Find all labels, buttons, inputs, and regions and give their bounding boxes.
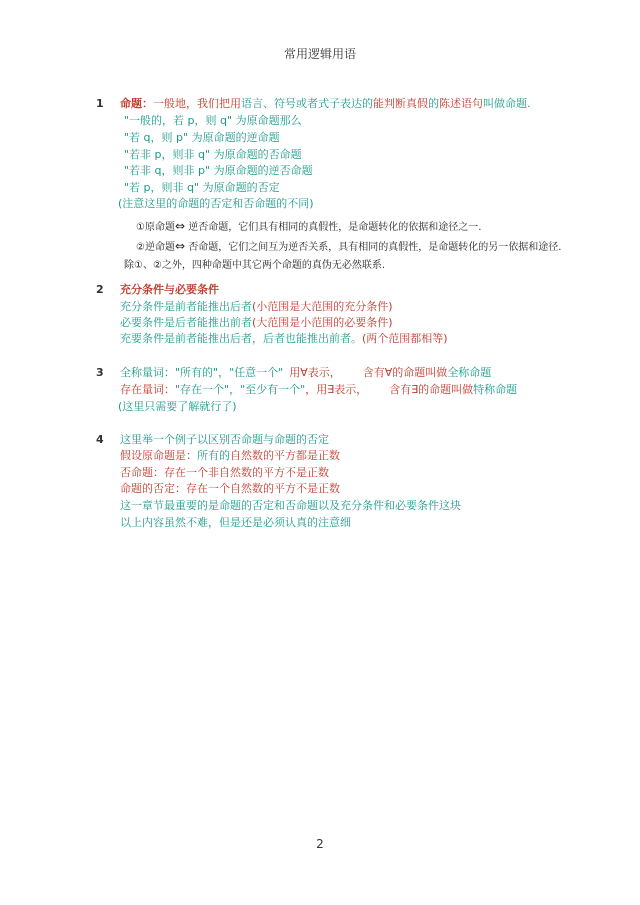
quantifier-line-existential (120, 382, 517, 398)
proposition-line: "若非 q，则非 p" 为原命题的逆否命题 (124, 164, 313, 177)
quantifier-symbol-text: 用∀表示， (289, 366, 341, 379)
page-title: 常用逻辑用语 (283, 47, 356, 61)
example-line (120, 481, 340, 497)
condition-text: 充要条件是前者能推出后者，后者也能推出前者。 (120, 332, 362, 345)
quantifier-line-universal (120, 365, 491, 381)
quantifier-label: 存在量词： (120, 383, 175, 396)
definition-part: 叫做命题. (483, 97, 531, 110)
proposition-line: "若非 p，则非 q" 为原命题的否命题 (124, 148, 302, 161)
condition-line (120, 315, 393, 331)
quantifier-note: (这里只需要了解就行了) (118, 400, 237, 413)
section-4-number: 4 (96, 433, 104, 446)
condition-note: (小范围是大范围的充分条件) (252, 300, 393, 313)
equivalence-arrow-icon: ⇔ (174, 239, 186, 253)
section-2-number: 2 (96, 283, 104, 296)
proposition-line: "若 p，则非 q" 为原命题的否定 (124, 181, 280, 194)
condition-note: (两个范围都相等) (362, 332, 448, 345)
equivalence-arrow-icon: ⇔ (174, 219, 186, 233)
example-label: 命题的否定： (120, 482, 186, 495)
quantifier-symbol-text: ，用∃表示， (305, 383, 368, 396)
example-label: 假设原命题是： (120, 449, 197, 462)
condition-line (120, 331, 448, 347)
definition-part: 的 (428, 97, 439, 110)
example-label: 否命题： (120, 466, 164, 479)
example-text: 存在一个非自然数的平方不是正数 (164, 466, 329, 479)
section-1-number: 1 (96, 97, 104, 110)
definition-part: 能判断真假 (373, 97, 428, 110)
condition-note: (大范围是小范围的必要条件) (252, 316, 393, 329)
quantifier-proposition-name: 全称命题 (447, 366, 492, 379)
quantifier-words: "存在一个"，"至少有一个" (175, 383, 306, 396)
quantifier-proposition-text: 含有∃的命题叫做 (389, 383, 474, 396)
quantifier-words: "所有的"，"任意一个" (175, 366, 284, 379)
note-1-text: 逆否命题，它们具有相同的真假性，是命题转化的依据和途径之一. (188, 222, 482, 233)
quantifier-proposition-text: 含有∀的命题叫做 (362, 366, 448, 379)
definition-part: 语言、符号或者式子表达的 (241, 97, 373, 110)
note-line-3: 除①、②之外，四种命题中其它两个命题的真伪无必然联系. (124, 260, 386, 271)
example-intro: 这里举一个例子以区别否命题与命题的否定 (120, 433, 329, 446)
note-2-prefix: ②逆命题 (136, 242, 175, 253)
definition-part: 一般地，我们把用 (153, 97, 241, 110)
proposition-line: "若 q，则 p" 为原命题的逆命题 (124, 131, 280, 144)
note-1-prefix: ①原命题 (136, 222, 175, 233)
definition-part: 陈述语句 (439, 97, 483, 110)
proposition-note: (注意这里的命题的否定和否命题的不同) (118, 197, 314, 210)
example-text: 存在一个自然数的平方不是正数 (186, 482, 340, 495)
note-2-text: 否命题，它们之间互为逆否关系，具有相同的真假性，是命题转化的另一依据和途径. (188, 242, 562, 253)
section-1-definition (120, 96, 531, 112)
quantifier-label: 全称量词： (120, 366, 175, 379)
example-text: 自然数的平方都是正数 (230, 449, 340, 462)
quantifier-proposition-name: 特称命题 (473, 383, 518, 396)
proposition-line: "一般的，若 p，则 q" 为原命题那么 (124, 114, 302, 127)
condition-text: 充分条件是前者能推出后者 (120, 300, 252, 313)
note-line-1 (136, 218, 481, 236)
condition-line (120, 299, 393, 315)
page-number: 2 (316, 837, 324, 851)
example-line (120, 448, 340, 464)
example-line (120, 465, 329, 481)
proposition-term: 命题： (120, 97, 153, 110)
summary-line: 这一章节最重要的是命题的否定和否命题以及充分条件和必要条件这块 (120, 499, 461, 512)
note-line-2 (136, 238, 561, 256)
section-2-title: 充分条件与必要条件 (120, 283, 219, 296)
example-text: 所有的 (197, 449, 230, 462)
section-3-number: 3 (96, 366, 104, 379)
summary-line: 以上内容虽然不难，但是还是必须认真的注意细 (120, 516, 351, 529)
condition-text: 必要条件是后者能推出前者 (120, 316, 252, 329)
